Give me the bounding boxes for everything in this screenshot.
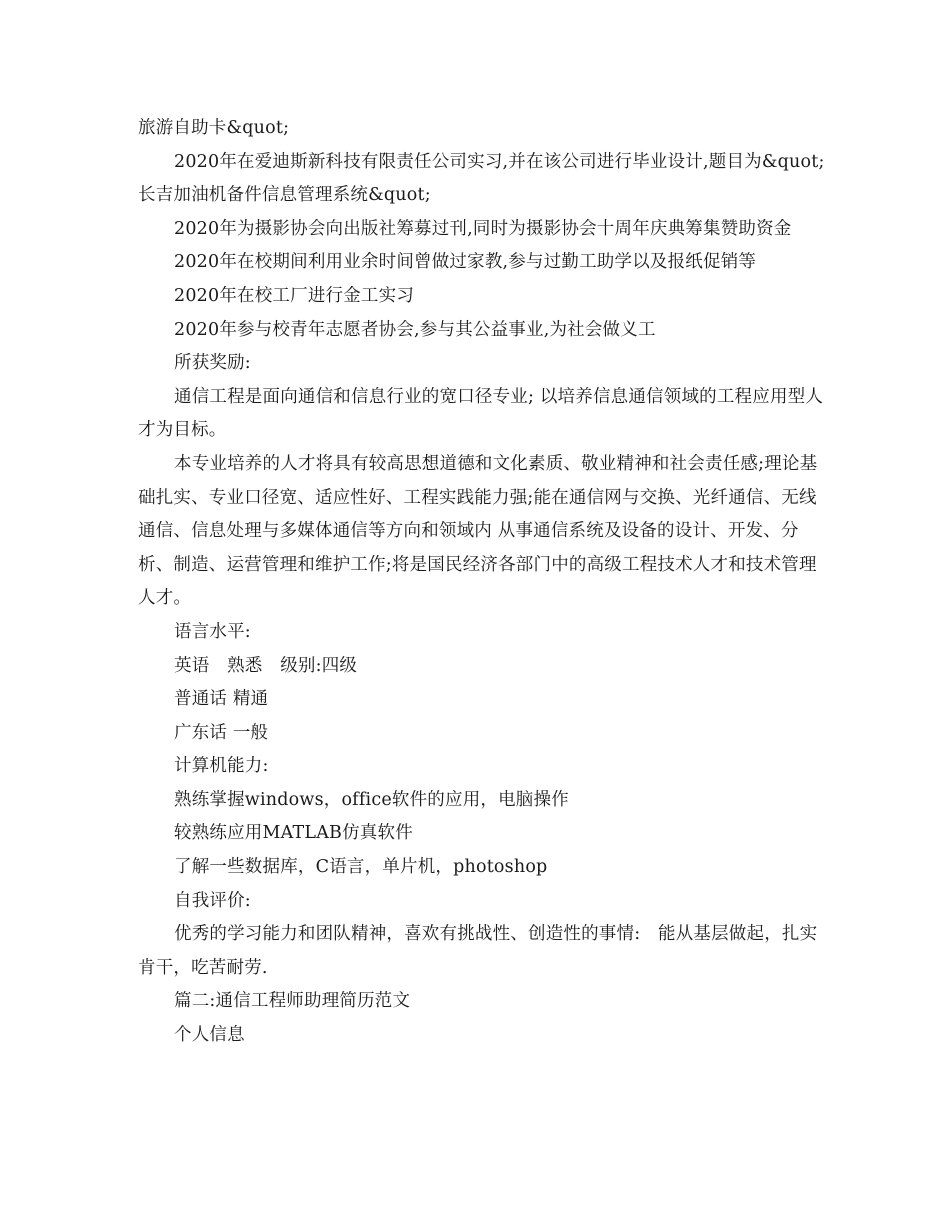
paragraph-volunteer: 2020年参与校青年志愿者协会,参与其公益事业,为社会做义工 — [174, 319, 656, 340]
paragraph-internship: 2020年在爱迪斯新科技有限责任公司实习,并在该公司进行毕业设计,题目为&quot;长吉加油机备件信息管理系统&quot; — [138, 151, 825, 206]
paragraph-metalwork-practice: 2020年在校工厂进行金工实习 — [174, 285, 415, 306]
language-cantonese: 广东话 一般 — [174, 722, 269, 743]
language-english: 英语 熟悉 级别:四级 — [174, 655, 358, 676]
heading-part-two: 篇二:通信工程师助理简历范文 — [174, 991, 411, 1012]
document-body — [138, 112, 832, 1053]
skill-database-c-photoshop: 了解一些数据库，C语言，单片机，photoshop — [174, 857, 548, 878]
language-mandarin: 普通话 精通 — [174, 689, 269, 710]
heading-personal-info: 个人信息 — [174, 1025, 245, 1046]
skill-windows-office: 熟练掌握windows，office软件的应用，电脑操作 — [174, 789, 569, 810]
paragraph-training-goals: 本专业培养的人才将具有较高思想道德和文化素质、敬业精神和社会责任感;理论基础扎实、专业口径宽、适应性好、工程实践能力强;能在通信网与交换、光纤通信、无线通信、信息处理与多媒体通信等方向和领域内 从事通信系统及设备的设计、开发、分析、制造、运营管理和维护工作;将是国民经济各部门中的高级工程技术人才和技术管理人才。 — [138, 453, 818, 609]
heading-computer-skills: 计算机能力: — [174, 756, 269, 777]
paragraph-part-time-work: 2020年在校期间利用业余时间曾做过家教,参与过勤工助学以及报纸促销等 — [174, 252, 757, 273]
heading-language-level: 语言水平: — [174, 621, 251, 642]
heading-awards: 所获奖励: — [174, 353, 251, 374]
heading-self-evaluation: 自我评价: — [174, 890, 251, 911]
paragraph-photography-association: 2020年为摄影协会向出版社筹募过刊,同时为摄影协会十周年庆典筹集赞助资金 — [174, 218, 792, 239]
paragraph-self-evaluation: 优秀的学习能力和团队精神，喜欢有挑战性、创造性的事情: 能从基层做起，扎实肯干，吃苦耐劳. — [138, 924, 818, 978]
skill-matlab: 较熟练应用MATLAB仿真软件 — [174, 823, 413, 844]
paragraph-major-intro: 通信工程是面向通信和信息行业的宽口径专业; 以培养信息通信领域的工程应用型人才为目标。 — [138, 386, 824, 441]
paragraph-travel-card: 旅游自助卡&quot; — [138, 118, 290, 138]
